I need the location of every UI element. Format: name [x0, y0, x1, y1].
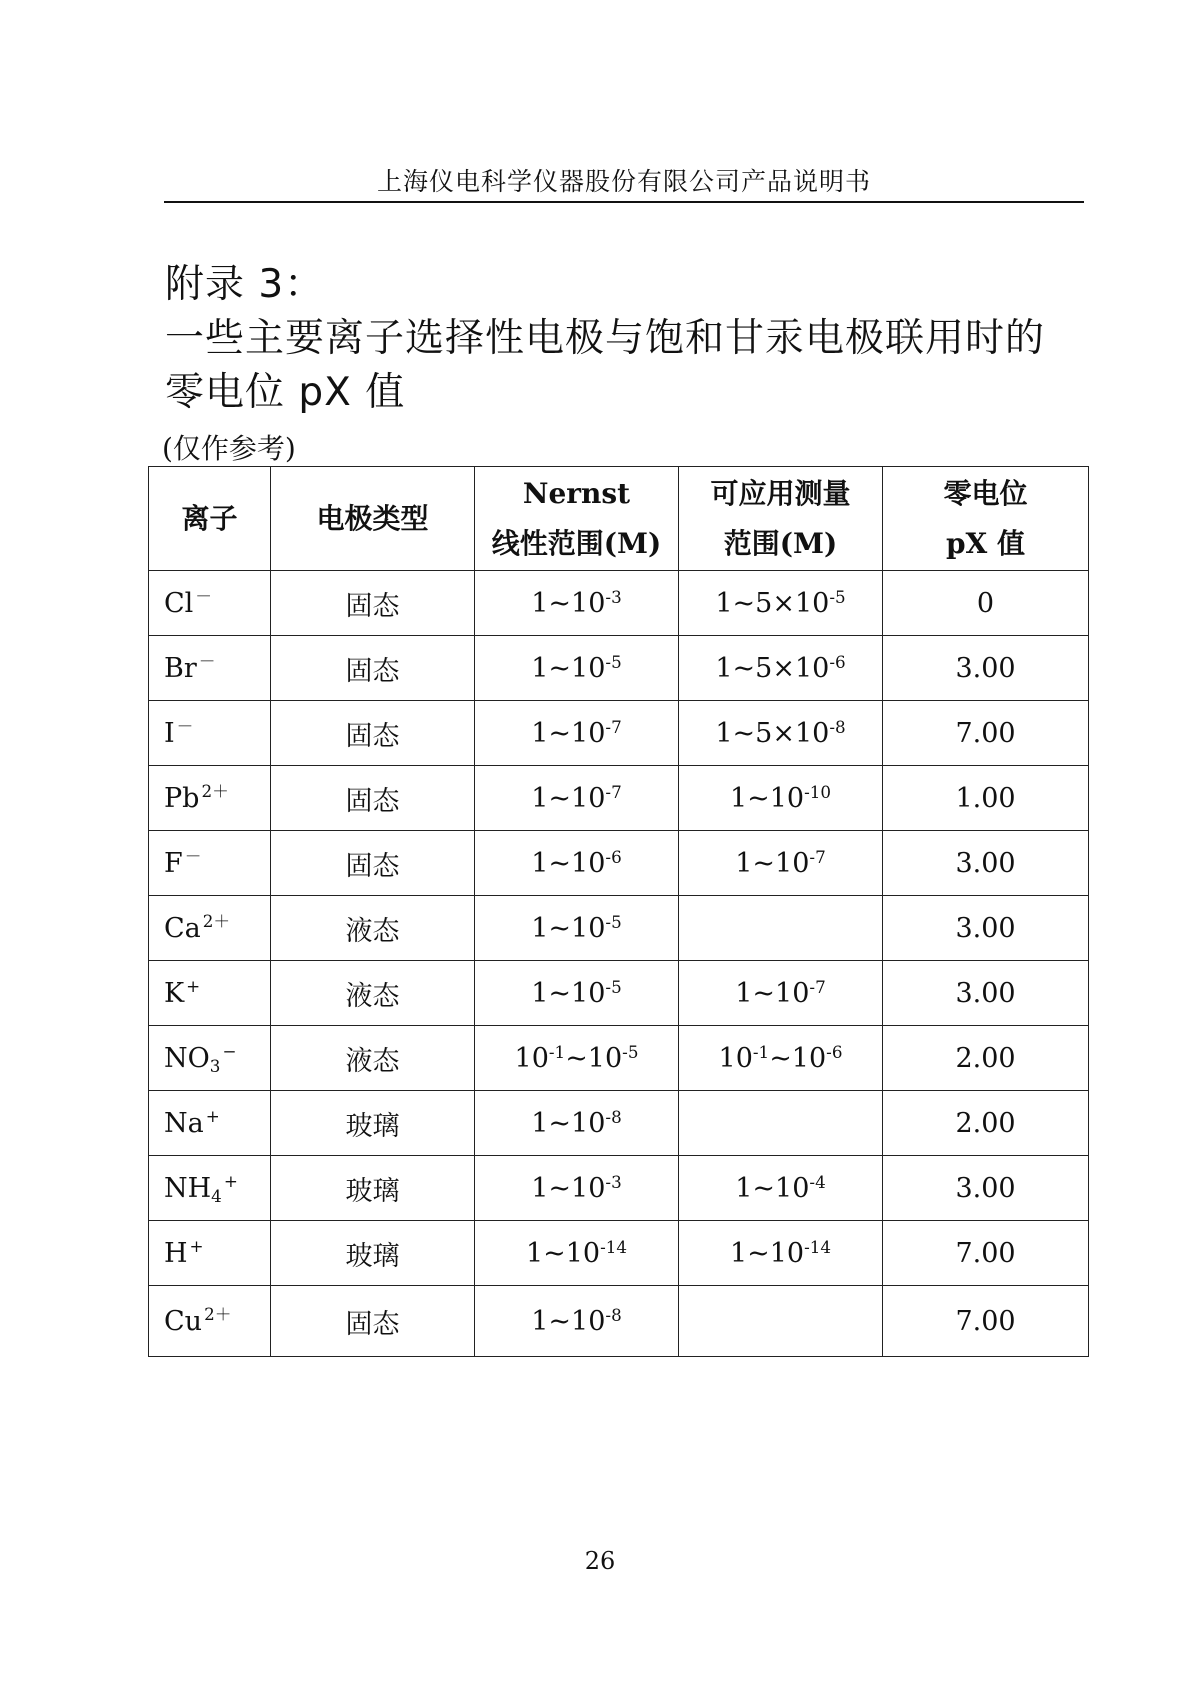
range-base: ~10	[769, 1042, 827, 1074]
range-base: 1~10	[729, 782, 805, 814]
nernst-range-cell	[475, 961, 679, 1026]
nernst-range-cell	[475, 766, 679, 831]
reference-note: (仅作参考)	[162, 432, 296, 465]
px-value-cell: 3.00	[883, 636, 1089, 701]
electrode-type-cell: 玻璃	[271, 1091, 475, 1156]
heading-line-3: 零电位 pX 值	[165, 370, 406, 415]
range-base: 1~10	[531, 977, 606, 1009]
electrode-type-cell: 液态	[271, 896, 475, 961]
ion-cell	[149, 1221, 271, 1286]
ion-cell	[149, 766, 271, 831]
nernst-range-cell	[475, 701, 679, 766]
range-base: 1~10	[525, 1237, 601, 1269]
range-base: 1~10	[531, 652, 606, 684]
range-exponent: -6	[829, 651, 846, 672]
measurement-range-cell	[679, 701, 883, 766]
range-exponent: -7	[809, 846, 826, 867]
ion-symbol: Br	[164, 652, 197, 684]
measurement-range-cell	[679, 961, 883, 1026]
range-exponent: -8	[829, 716, 846, 737]
zero-potential-table	[148, 466, 1089, 1357]
table-row	[149, 1156, 1089, 1221]
range-base: 1~10	[735, 977, 810, 1009]
table-row	[149, 1221, 1089, 1286]
ion-symbol: I	[164, 717, 175, 749]
range-exponent: -6	[826, 1041, 843, 1062]
column-header	[883, 467, 1089, 571]
ion-charge: －	[176, 716, 194, 737]
range-exponent: -3	[605, 1171, 622, 1192]
nernst-range-cell	[475, 1286, 679, 1357]
column-header-line: Nernst	[522, 476, 631, 510]
range-base: 1~10	[531, 1305, 606, 1337]
px-value-cell: 0	[883, 571, 1089, 636]
appendix-heading	[165, 258, 1085, 420]
nernst-range-cell	[475, 1221, 679, 1286]
ion-symbol: NO	[164, 1042, 210, 1074]
table-body	[149, 571, 1089, 1357]
measurement-range-cell	[679, 1026, 883, 1091]
column-header-line: 电极类型	[316, 501, 429, 535]
range-base: 1~10	[735, 1172, 810, 1204]
ion-cell	[149, 896, 271, 961]
measurement-range-cell	[679, 1156, 883, 1221]
range-base: 1~10	[531, 587, 606, 619]
range-exponent: -5	[829, 586, 846, 607]
range-exponent: -1	[548, 1041, 566, 1062]
range-base: 10	[514, 1042, 549, 1074]
measurement-range-cell	[679, 571, 883, 636]
ion-cell	[149, 961, 271, 1026]
range-exponent: -10	[804, 781, 832, 802]
px-value-cell: 2.00	[883, 1091, 1089, 1156]
range-base: 1~10	[735, 847, 810, 879]
nernst-range-cell	[475, 1156, 679, 1221]
range-base: 1~5×10	[715, 587, 830, 619]
ion-symbol: Ca	[164, 912, 201, 944]
px-value-cell: 3.00	[883, 1156, 1089, 1221]
ion-symbol: Na	[164, 1107, 204, 1139]
range-exponent: -3	[605, 586, 622, 607]
measurement-range-cell	[679, 1286, 883, 1357]
ion-cell	[149, 1156, 271, 1221]
ion-cell	[149, 571, 271, 636]
range-exponent: -14	[804, 1236, 832, 1257]
table-header-row	[149, 467, 1089, 571]
electrode-type-cell: 固态	[271, 1286, 475, 1357]
ion-symbol: H	[164, 1237, 188, 1269]
range-exponent: -4	[809, 1171, 826, 1192]
document-header: 上海仪电科学仪器股份有限公司产品说明书	[376, 167, 871, 196]
range-exponent: -7	[605, 781, 622, 802]
nernst-range-cell	[475, 831, 679, 896]
ion-cell	[149, 1286, 271, 1357]
measurement-range-cell	[679, 831, 883, 896]
measurement-range-cell	[679, 766, 883, 831]
range-base: 1~10	[531, 912, 606, 944]
ion-charge: +	[205, 1106, 220, 1127]
measurement-range-cell	[679, 896, 883, 961]
table-row	[149, 636, 1089, 701]
range-exponent: -8	[605, 1304, 622, 1325]
table-row	[149, 701, 1089, 766]
ion-symbol: Cl	[164, 587, 194, 619]
column-header	[679, 467, 883, 571]
column-header-line: 线性范围(M)	[491, 526, 662, 560]
range-base: 1~5×10	[715, 717, 830, 749]
range-base: 1~10	[531, 1107, 606, 1139]
range-exponent: -7	[605, 716, 622, 737]
ion-charge: +	[189, 1236, 204, 1257]
electrode-type-cell: 液态	[271, 961, 475, 1026]
electrode-type-cell: 液态	[271, 1026, 475, 1091]
px-value-cell: 7.00	[883, 1286, 1089, 1357]
ion-charge: 2＋	[204, 1304, 232, 1325]
table-row	[149, 896, 1089, 961]
table-row	[149, 1091, 1089, 1156]
column-header-line: pX 值	[945, 526, 1026, 560]
electrode-type-cell: 固态	[271, 636, 475, 701]
range-exponent: -1	[752, 1041, 770, 1062]
column-header-line: 离子	[181, 501, 238, 535]
range-exponent: -5	[605, 976, 622, 997]
ion-symbol: Pb	[164, 782, 200, 814]
column-header	[149, 467, 271, 571]
ion-cell	[149, 701, 271, 766]
column-header-line: 范围(M)	[723, 526, 838, 560]
ion-symbol: K	[164, 977, 185, 1009]
ion-charge: +	[223, 1171, 238, 1192]
column-header	[271, 467, 475, 571]
table-row	[149, 831, 1089, 896]
column-header-line: 零电位	[943, 476, 1028, 510]
ion-charge: －	[195, 586, 213, 607]
range-base: 1~10	[531, 847, 606, 879]
nernst-range-cell	[475, 1091, 679, 1156]
electrode-type-cell: 固态	[271, 766, 475, 831]
ion-cell	[149, 1091, 271, 1156]
table-row	[149, 571, 1089, 636]
ion-charge: 2＋	[201, 781, 229, 802]
electrode-type-cell: 固态	[271, 831, 475, 896]
measurement-range-cell	[679, 1221, 883, 1286]
heading-line-2: 一些主要离子选择性电极与饱和甘汞电极联用时的	[165, 316, 1046, 361]
range-exponent: -5	[605, 651, 622, 672]
range-base: 1~10	[531, 1172, 606, 1204]
page-number: 26	[584, 1547, 616, 1575]
ion-charge: －	[198, 651, 216, 672]
px-value-cell: 7.00	[883, 701, 1089, 766]
ion-cell	[149, 1026, 271, 1091]
ion-symbol: Cu	[164, 1305, 203, 1337]
electrode-type-cell: 玻璃	[271, 1221, 475, 1286]
table-row	[149, 766, 1089, 831]
ion-symbol: F	[164, 847, 183, 879]
header-rule	[164, 201, 1084, 203]
table-row	[149, 961, 1089, 1026]
range-base: 1~10	[531, 782, 606, 814]
range-exponent: -8	[605, 1106, 622, 1127]
ion-cell	[149, 636, 271, 701]
ion-subscript: 3	[209, 1055, 221, 1076]
nernst-range-cell	[475, 896, 679, 961]
range-exponent: -6	[605, 846, 622, 867]
ion-symbol: NH	[164, 1172, 212, 1204]
table-row	[149, 1286, 1089, 1357]
range-base: ~10	[565, 1042, 623, 1074]
nernst-range-cell	[475, 571, 679, 636]
range-exponent: -14	[600, 1236, 628, 1257]
px-value-cell: 2.00	[883, 1026, 1089, 1091]
nernst-range-cell	[475, 636, 679, 701]
measurement-range-cell	[679, 1091, 883, 1156]
range-exponent: -7	[809, 976, 826, 997]
heading-line-1: 附录 3：	[165, 262, 325, 307]
px-value-cell: 7.00	[883, 1221, 1089, 1286]
ion-cell	[149, 831, 271, 896]
measurement-range-cell	[679, 636, 883, 701]
electrode-type-cell: 固态	[271, 571, 475, 636]
px-value-cell: 1.00	[883, 766, 1089, 831]
range-base: 1~10	[531, 717, 606, 749]
ion-subscript: 4	[211, 1185, 222, 1206]
range-exponent: -5	[622, 1041, 639, 1062]
electrode-type-cell: 固态	[271, 701, 475, 766]
px-value-cell: 3.00	[883, 831, 1089, 896]
nernst-range-cell	[475, 1026, 679, 1091]
range-base: 1~10	[729, 1237, 805, 1269]
ion-charge: −	[222, 1041, 237, 1062]
range-base: 1~5×10	[715, 652, 830, 684]
ion-charge: －	[184, 846, 202, 867]
ion-charge: +	[186, 976, 201, 997]
px-value-cell: 3.00	[883, 961, 1089, 1026]
range-exponent: -5	[605, 911, 622, 932]
column-header	[475, 467, 679, 571]
range-base: 10	[718, 1042, 753, 1074]
px-value-cell: 3.00	[883, 896, 1089, 961]
column-header-line: 可应用测量	[710, 476, 851, 510]
ion-charge: 2＋	[202, 911, 231, 932]
electrode-type-cell: 玻璃	[271, 1156, 475, 1221]
table-row	[149, 1026, 1089, 1091]
